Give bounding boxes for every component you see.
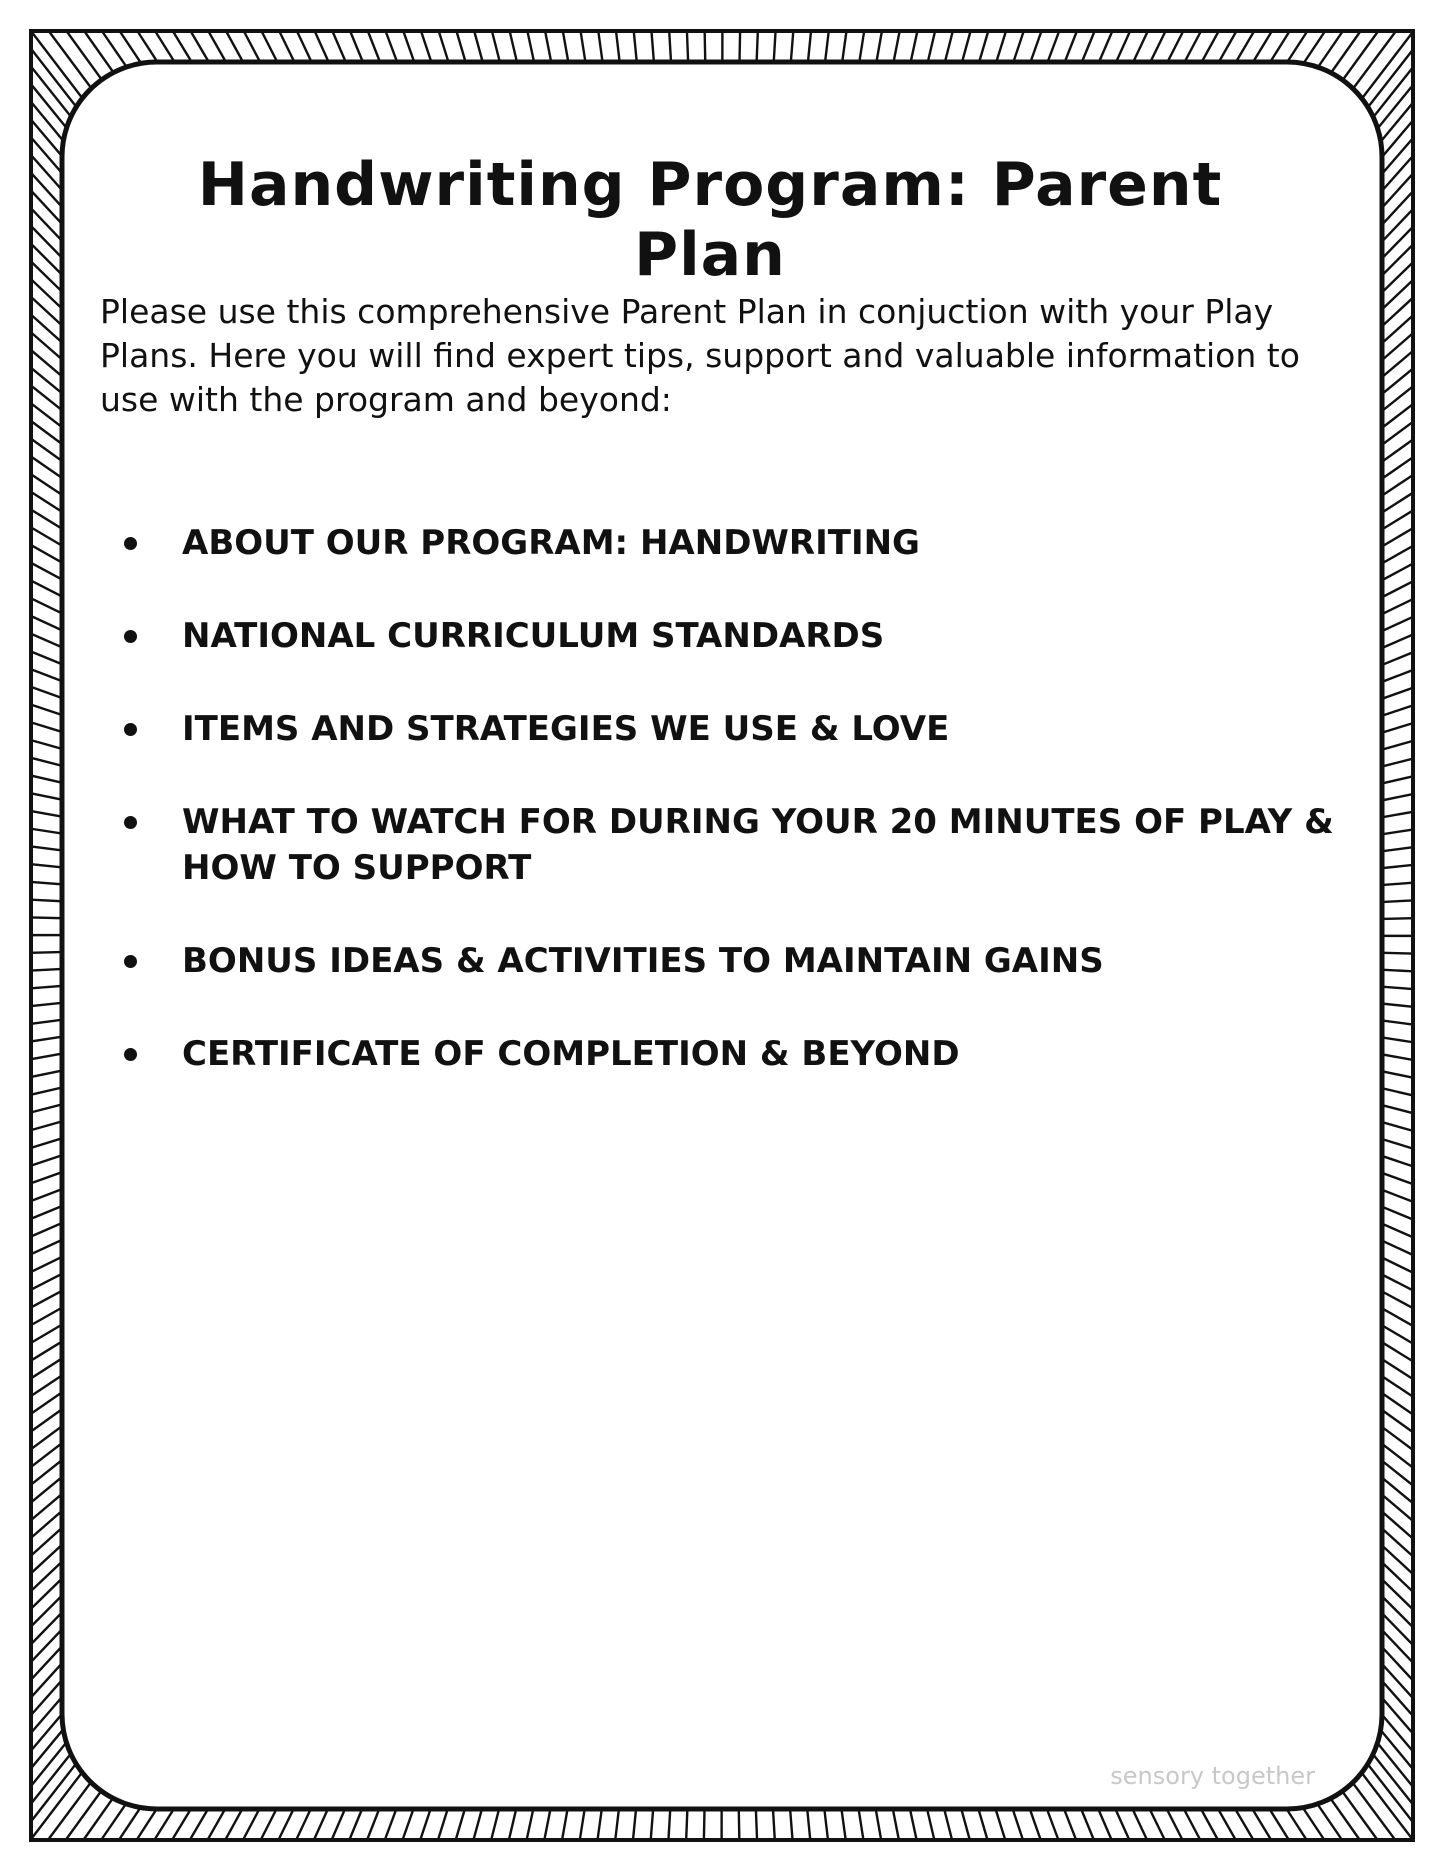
topic-item-curriculum-standards [100, 613, 1350, 659]
topic-label: WHAT TO WATCH FOR DURING YOUR 20 MINUTES OF PLAY & HOW TO SUPPORT [182, 802, 1334, 888]
bullet-icon [124, 630, 137, 643]
topic-label: NATIONAL CURRICULUM STANDARDS [182, 616, 885, 656]
topic-label: CERTIFICATE OF COMPLETION & BEYOND [182, 1034, 960, 1074]
topic-item-about-program [100, 520, 1350, 566]
topic-label: ITEMS AND STRATEGIES WE USE & LOVE [182, 709, 950, 749]
bullet-icon [124, 955, 137, 968]
page-title: Handwriting Program: Parent Plan [197, 150, 1223, 290]
bullet-icon [124, 816, 137, 829]
topic-item-what-to-watch [100, 799, 1350, 891]
topic-item-items-strategies [100, 706, 1350, 752]
topic-item-certificate [100, 1031, 1350, 1077]
intro-paragraph: Please use this comprehensive Parent Plan in conjuction with your Play Plans. Here you will find expert tips, support and valuable information to use with the program and beyond: [100, 292, 1300, 419]
topic-label: BONUS IDEAS & ACTIVITIES TO MAINTAIN GAINS [182, 941, 1104, 981]
watermark-text: sensory together [1110, 1762, 1315, 1790]
bullet-icon [124, 537, 137, 550]
topic-item-bonus-ideas [100, 938, 1350, 984]
topic-list [100, 520, 1350, 1124]
bullet-icon [124, 723, 137, 736]
topic-label: ABOUT OUR PROGRAM: HANDWRITING [182, 523, 920, 563]
bullet-icon [124, 1048, 137, 1061]
